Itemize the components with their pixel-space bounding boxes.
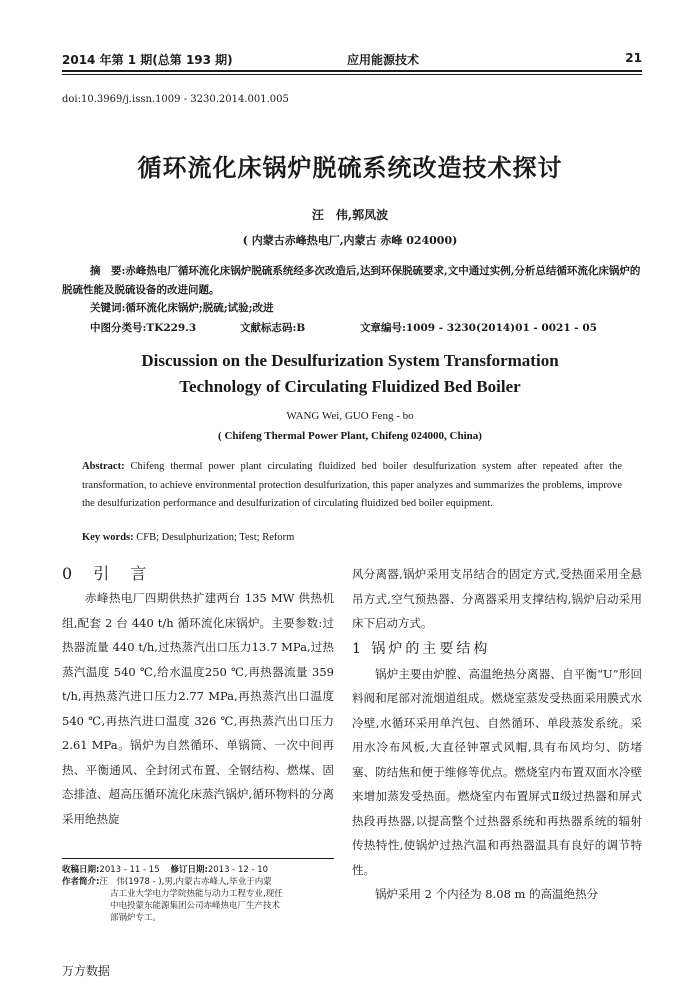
keywords-en-label: Key words: (82, 532, 134, 543)
running-header (62, 47, 642, 69)
affiliation-en: ( Chifeng Thermal Power Plant, Chifeng 024000, China) (218, 430, 482, 442)
footer-watermark: 万方数据 (62, 964, 111, 978)
keywords-cn-label: 关键词: (90, 302, 126, 314)
footnote (62, 864, 342, 924)
author-bio-line4: 部锅炉专工。 (110, 913, 162, 923)
revised-label: 修订日期: (170, 865, 208, 875)
clc-number: 中图分类号:TK229.3 (90, 322, 197, 334)
paper-title-cn: 循环流化床锅炉脱硫系统改造技术探讨 (137, 154, 563, 182)
section-1-paragraph-1: 锅炉主要由炉膛、高温绝热分离器、自平衡“U”形回料阀和尾部对流烟道组成。燃烧室蒸发受热面采用膜式水冷壁,水循环采用单汽包、自然循环、单段蒸发系统。采用水冷布风板,大直径钟罩式风帽,具有布风均匀、防堵塞、防结焦和便于维修等优点。燃烧室内布置双面水冷壁来增加蒸发受热面。燃烧室内布置屏式Ⅱ级过热器和屏式热段再热器,以提高整个过热器系统和再热器系统的辐射传热特性,使锅炉过热汽温和再热器温具有良好的调节特性。 (352, 666, 642, 877)
journal-issue: 2014 年第 1 期(总第 193 期) (62, 53, 233, 67)
authors-cn: 汪 伟,郭凤波 (311, 208, 389, 222)
received-date: 2013 - 11 - 15 (99, 865, 160, 875)
section-0-paragraph: 赤峰热电厂四期供热扩建两台 135 MW 供热机组,配套 2 台 440 t/h 循环流化床锅炉。主要参数:过热器流量 440 t/h,过热蒸汽出口压力13.7 MPa,过热蒸汽温度 540 ℃,给水温度250 ℃,再热器流量 359 t/h,再热蒸汽进口压力2.77 MPa,再热蒸汽出口温度 540 ℃,再热汽进口温度 326 ℃,再热蒸汽出口压力 2.61 MPa。锅炉为自然循环、单锅筒、一次中间再热、平衡通风、全封闭式布置、全钢结构、燃煤、固态排渣、超高压循环流化床蒸汽锅炉,循环物料的分离采用绝热旋 (62, 591, 334, 826)
article-number: 文章编号:1009 - 3230(2014)01 - 0021 - 05 (360, 322, 597, 334)
keywords-en (82, 532, 294, 543)
title-en-line1: Discussion on the Desulfurization System Transformation (141, 351, 559, 370)
keywords-cn-text: 循环流化床锅炉;脱硫;试验;改进 (125, 302, 274, 314)
left-column (62, 562, 334, 831)
section-0-heading: 0 引 言 (62, 564, 155, 583)
keywords-cn (90, 300, 274, 315)
footnote-rule (62, 858, 334, 859)
abstract-en (82, 458, 622, 514)
abstract-en-text: Chifeng thermal power plant circulating fluidized bed boiler desulfurization system after repeated after the transformation, to achieve environmental protection desulfurization, this paper analyzes and summarizes the problems, improve the desulfurization performance and desulfurization of circulating fluidized bed boiler equipment. (82, 461, 622, 509)
abstract-cn-label: 摘 要: (90, 265, 126, 277)
page-number: 21 (625, 51, 642, 65)
header-rule-bottom (62, 74, 642, 75)
author-bio-label: 作者简介: (62, 877, 100, 887)
keywords-en-text: CFB; Desulphurization; Test; Reform (133, 532, 295, 543)
header-rule-top (62, 70, 642, 72)
footnote-dates (62, 864, 342, 876)
author-bio-line3: 中电投蒙东能源集团公司赤峰热电厂生产技术 (110, 901, 281, 911)
journal-name: 应用能源技术 (347, 53, 420, 67)
author-bio-text1: 汪 伟(1978 - ),男,内蒙古赤峰人,毕业于内蒙 (99, 877, 272, 887)
abstract-cn (62, 262, 642, 300)
author-bio-line2: 古工业大学电力学院热能与动力工程专业,现任 (110, 889, 283, 899)
section-1-paragraph-2: 锅炉采用 2 个内径为 8.08 m 的高温绝热分 (375, 887, 599, 901)
received-label: 收稿日期: (62, 865, 100, 875)
author-bio-line1 (62, 876, 342, 888)
continued-paragraph: 风分离器,锅炉采用支吊结合的固定方式,受热面采用全悬吊方式,空气预热器、分离器采用支撑结构,锅炉启动采用床下启动方式。 (352, 567, 642, 630)
section-1-heading: 1 锅炉的主要结构 (352, 640, 491, 657)
affiliation-cn: ( 内蒙古赤峰热电厂,内蒙古 赤峰 024000) (242, 234, 458, 247)
authors-en: WANG Wei, GUO Feng - bo (286, 410, 414, 422)
revised-date: 2013 - 12 - 10 (207, 865, 269, 875)
right-column (352, 562, 642, 907)
document-code: 文献标志码:B (240, 322, 306, 334)
doi: doi:10.3969/j.issn.1009 - 3230.2014.001.005 (62, 94, 289, 105)
abstract-en-label: Abstract: (82, 461, 125, 472)
abstract-cn-text: 赤峰热电厂循环流化床锅炉脱硫系统经多次改造后,达到环保脱硫要求,文中通过实例,分析总结循环流化床锅炉的脱硫性能及脱硫设备的改进问题。 (62, 265, 641, 296)
paper-title-en (0, 348, 700, 400)
title-en-line2: Technology of Circulating Fluidized Bed Boiler (179, 377, 521, 396)
